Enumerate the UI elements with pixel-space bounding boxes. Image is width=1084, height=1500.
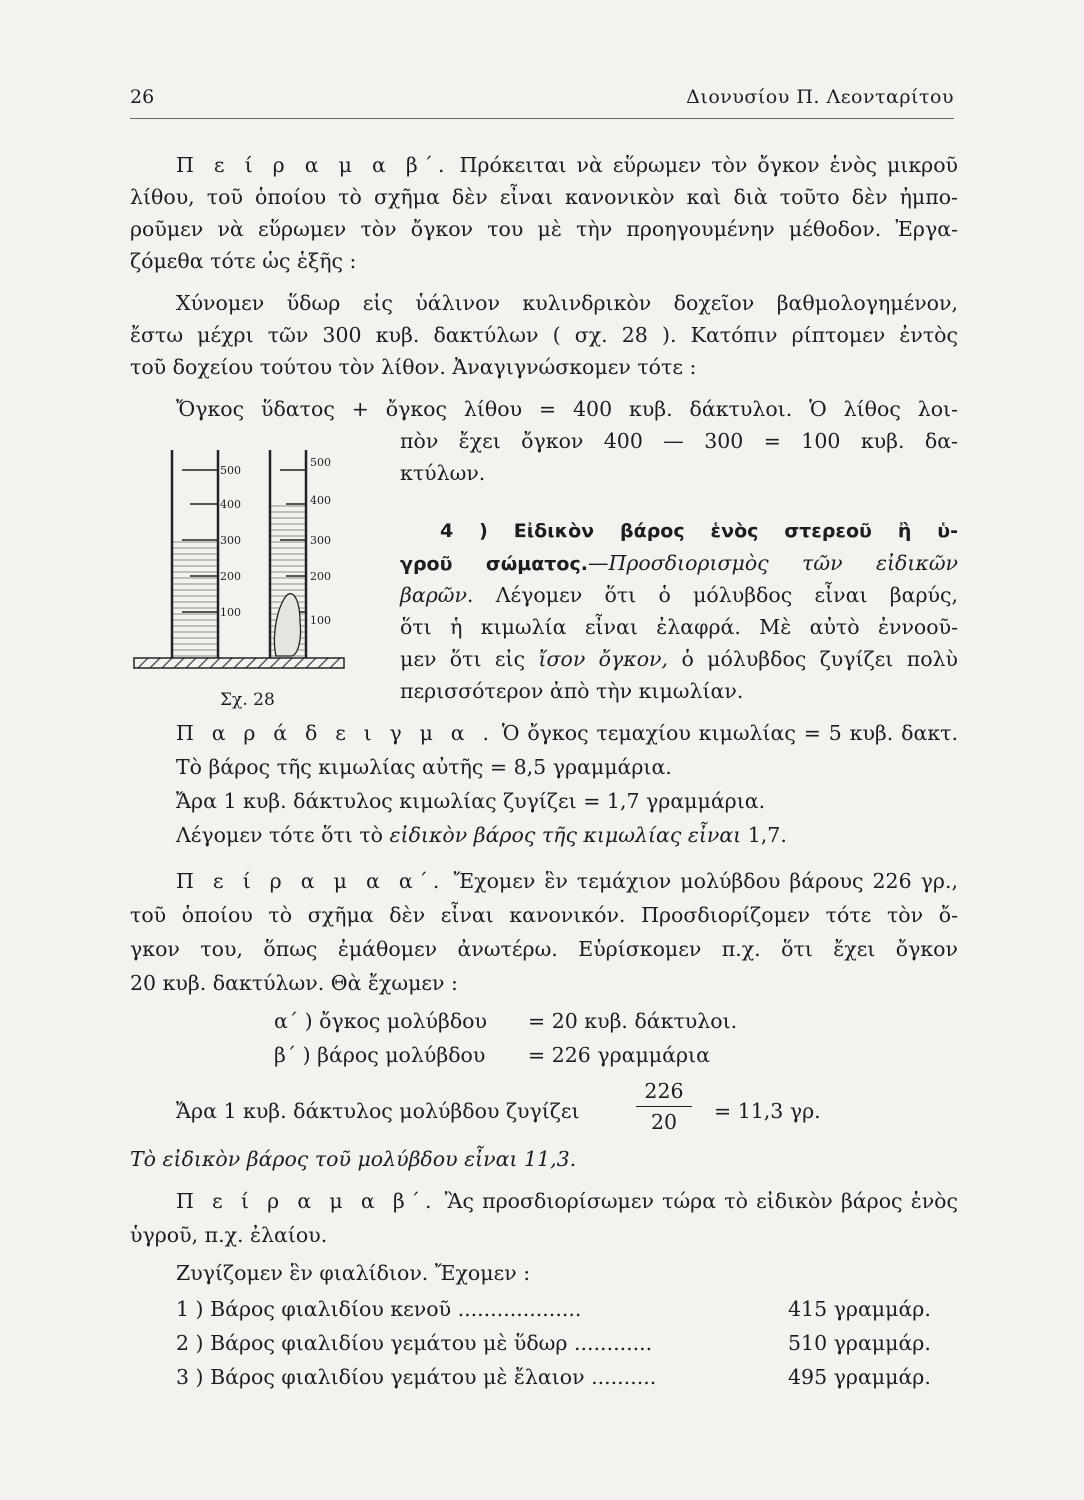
example-heading: Π α ρ ά δ ε ι γ μ α . <box>176 721 495 745</box>
text-line: τοῦ δοχείου τούτου τὸν λίθον. Ἀναγιγνώσκομεν τότε : <box>130 355 697 379</box>
list-item <box>176 1362 656 1392</box>
text-line: Τὸ βάρος τῆς κιμωλίας αὐτῆς = 8,5 γραμμάρια. <box>176 755 672 779</box>
left-tick-label: 200 <box>220 570 241 583</box>
right-tick-label: 100 <box>310 614 331 627</box>
left-tick-label: 400 <box>220 498 241 511</box>
text-line: ζόμεθα τότε ὡς ἑξῆς : <box>130 249 357 273</box>
item-label: 3 ) Βάρος φιαλιδίου γεμάτου μὲ ἔλαιον <box>176 1365 585 1389</box>
item-label: 1 ) Βάρος φιαλιδίου κενοῦ <box>176 1297 452 1321</box>
item-value: 510 γραμμάρ. <box>788 1331 931 1355</box>
right-tick-label: 500 <box>310 456 331 469</box>
formula-value: = 226 γραμμάρια <box>528 1043 710 1067</box>
text-line: Ἄρα 1 κυβ. δάκτυλος κιμωλίας ζυγίζει = 1,7 γραμμάρια. <box>176 789 766 813</box>
list-item <box>176 1328 652 1358</box>
formula-value: = 20 κυβ. δάκτυλοι. <box>528 1009 738 1033</box>
section-title: 4 ) Εἰδικὸν βάρος ἑνὸς στερεοῦ ἢ ὑ- <box>440 520 958 542</box>
page-header <box>130 86 954 119</box>
left-tick-label: 300 <box>220 534 241 547</box>
fraction-bar <box>636 1106 692 1107</box>
text-line: ὑγροῦ, π.χ. ἐλαίου. <box>130 1223 328 1247</box>
text-span: Ἂς προσδιορίσωμεν τώρα τὸ εἰδικὸν βάρος ἑνὸς <box>436 1189 958 1213</box>
leader-dots: ................... <box>457 1297 582 1321</box>
text-line <box>176 1186 958 1216</box>
left-tick-label: 100 <box>220 606 241 619</box>
text-span: Πρόκειται νὰ εὕρωμεν τὸν ὄγκον ἑνὸς μικροῦ <box>449 153 958 177</box>
running-head: Διονυσίου Π. Λεονταρίτου <box>686 86 954 108</box>
text-line <box>176 150 958 180</box>
fraction-numerator: 226 <box>644 1079 684 1103</box>
conclusion-line: Τὸ εἰδικὸν βάρος τοῦ μολύβδου εἶναι 11,3. <box>130 1147 577 1171</box>
text-span: Λέγομεν ὅτι ὁ μόλυβδος εἶναι βαρύς, <box>473 583 958 607</box>
experiment-heading: Π ε ί ρ α μ α β΄. <box>176 1189 437 1213</box>
text-line: τοῦ ὁποίου τὸ σχῆμα δὲν εἶναι κανονικόν. Προσδιορίζομεν τότε τὸν ὄ- <box>130 903 958 927</box>
page-number: 26 <box>130 86 155 108</box>
text-line <box>176 718 958 748</box>
item-label: 2 ) Βάρος φιαλιδίου γεμάτου μὲ ὕδωρ <box>176 1331 568 1355</box>
text-line: Ὄγκος ὕδατος + ὄγκος λίθου = 400 κυβ. δάκτυλοι. Ὁ λίθος λοι- <box>176 397 958 421</box>
item-value: 495 γραμμάρ. <box>788 1365 931 1389</box>
text-line: πὸν ἔχει ὄγκον 400 — 300 = 100 κυβ. δα- <box>400 429 958 453</box>
cylinders-drawing <box>130 450 350 670</box>
left-tick-label: 500 <box>220 464 241 477</box>
text-line: Χύνομεν ὕδωρ εἰς ὑάλινον κυλινδρικὸν δοχεῖον βαθμολογημένον, <box>176 291 958 315</box>
fraction <box>636 1078 692 1135</box>
text-span: Λέγομεν τότε ὅτι τὸ <box>176 823 390 847</box>
text-line: κτύλων. <box>400 461 486 485</box>
result-value: = 11,3 γρ. <box>714 1099 821 1123</box>
formula-label: β΄ ) βάρος μολύβδου <box>274 1043 486 1067</box>
right-tick-label: 300 <box>310 534 331 547</box>
text-line <box>400 580 958 610</box>
text-line <box>400 548 958 579</box>
text-line: ὅτι ἡ κιμωλία εἶναι ἐλαφρά. Μὲ αὐτὸ ἐννοοῦ- <box>400 615 958 639</box>
italic-span: ἴσον ὄγκον, <box>538 647 669 671</box>
text-line: γκον του, ὅπως ἐμάθομεν ἀνωτέρω. Εὑρίσκομεν π.χ. ὅτι ἔχει ὄγκον <box>130 937 958 961</box>
subtitle-italic: —Προσδιορισμὸς τῶν εἰδικῶν <box>587 551 959 575</box>
text-line <box>176 866 958 896</box>
figure-graduated-cylinders <box>130 450 350 670</box>
experiment-heading: Π ε ί ρ α μ α β΄. <box>176 153 450 177</box>
right-tick-label: 400 <box>310 494 331 507</box>
text-span: Ἔχομεν ἓν τεμάχιον μολύβδου βάρους 226 γρ., <box>444 869 958 893</box>
text-span: 1,7. <box>741 823 787 847</box>
leader-dots: ............ <box>573 1331 653 1355</box>
result-line: Ἄρα 1 κυβ. δάκτυλος μολύβδου ζυγίζει <box>176 1099 580 1123</box>
stone-shape <box>274 594 300 656</box>
section-title-cont: γροῦ σώματος. <box>400 553 588 575</box>
text-line: περισσότερον ἀπὸ τὴν κιμωλίαν. <box>400 679 744 703</box>
figure-caption: Σχ. 28 <box>220 690 275 710</box>
italic-span: εἰδικὸν βάρος τῆς κιμωλίας εἶναι <box>389 823 742 847</box>
text-span: Ὁ ὄγκος τεμαχίου κιμωλίας = 5 κυβ. δακτ. <box>494 721 958 745</box>
leader-dots: .......... <box>591 1365 657 1389</box>
text-line: ἔστω μέχρι τῶν 300 κυβ. δακτύλων ( σχ. 28 ). Κατόπιν ρίπτομεν ἐντὸς <box>130 323 958 347</box>
text-span: μεν ὅτι εἰς <box>400 647 539 671</box>
right-tick-label: 200 <box>310 570 331 583</box>
formula-label: α΄ ) ὄγκος μολύβδου <box>274 1009 487 1033</box>
italic-span: βαρῶν. <box>400 583 474 607</box>
text-line: λίθου, τοῦ ὁποίου τὸ σχῆμα δὲν εἶναι κανονικὸν καὶ διὰ τοῦτο δὲν ἠμπο- <box>130 185 958 209</box>
list-item <box>176 1294 581 1324</box>
text-line: 20 κυβ. δακτύλων. Θὰ ἔχωμεν : <box>130 971 458 995</box>
text-span: ὁ μόλυβδος ζυγίζει πολὺ <box>668 647 958 671</box>
experiment-heading: Π ε ί ρ α μ α α΄. <box>176 869 445 893</box>
text-line: Ζυγίζομεν ἓν φιαλίδιον. Ἔχομεν : <box>176 1261 531 1285</box>
text-line <box>176 820 787 850</box>
text-line <box>400 644 958 674</box>
fraction-denominator: 20 <box>650 1110 678 1134</box>
item-value: 415 γραμμάρ. <box>788 1297 931 1321</box>
text-line: ροῦμεν νὰ εὕρωμεν τὸν ὄγκον του μὲ τὴν προηγουμένην μέθοδον. Ἐργα- <box>130 217 958 241</box>
